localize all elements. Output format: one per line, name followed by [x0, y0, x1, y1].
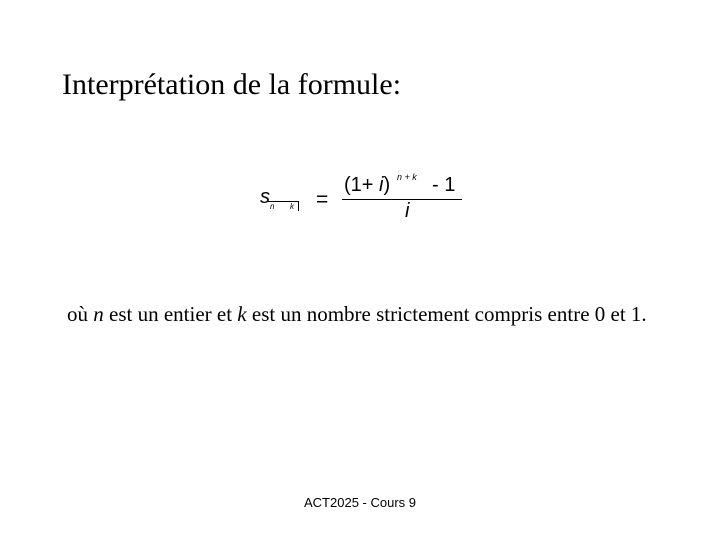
body-middle: est un entier et: [103, 302, 238, 326]
body-var-k: k: [237, 302, 247, 326]
formula-lhs-symbol: s: [260, 186, 270, 208]
numerator-open: (1+: [344, 174, 380, 196]
formula-subscript-k: k: [290, 202, 294, 211]
numerator-close: ): [383, 174, 391, 196]
formula-equals: =: [316, 188, 329, 211]
slide-title: Interprétation de la formule:: [62, 68, 402, 101]
body-prefix: où: [67, 302, 94, 326]
body-var-n: n: [93, 302, 104, 326]
annuity-formula: [258, 168, 478, 228]
fraction-bar: [342, 199, 462, 200]
slide-footer: ACT2025 - Cours 9: [304, 495, 416, 510]
formula-denominator: i: [405, 200, 410, 222]
formula-minus-one: - 1: [432, 174, 456, 196]
formula-numerator: [344, 174, 390, 197]
formula-subscript-n: n: [270, 202, 275, 211]
formula-exponent: n + k: [397, 172, 417, 182]
body-suffix: est un nombre strictement compris entre 0 et 1.: [246, 302, 647, 326]
numerator-i: i: [379, 174, 384, 196]
body-text: [67, 300, 647, 328]
